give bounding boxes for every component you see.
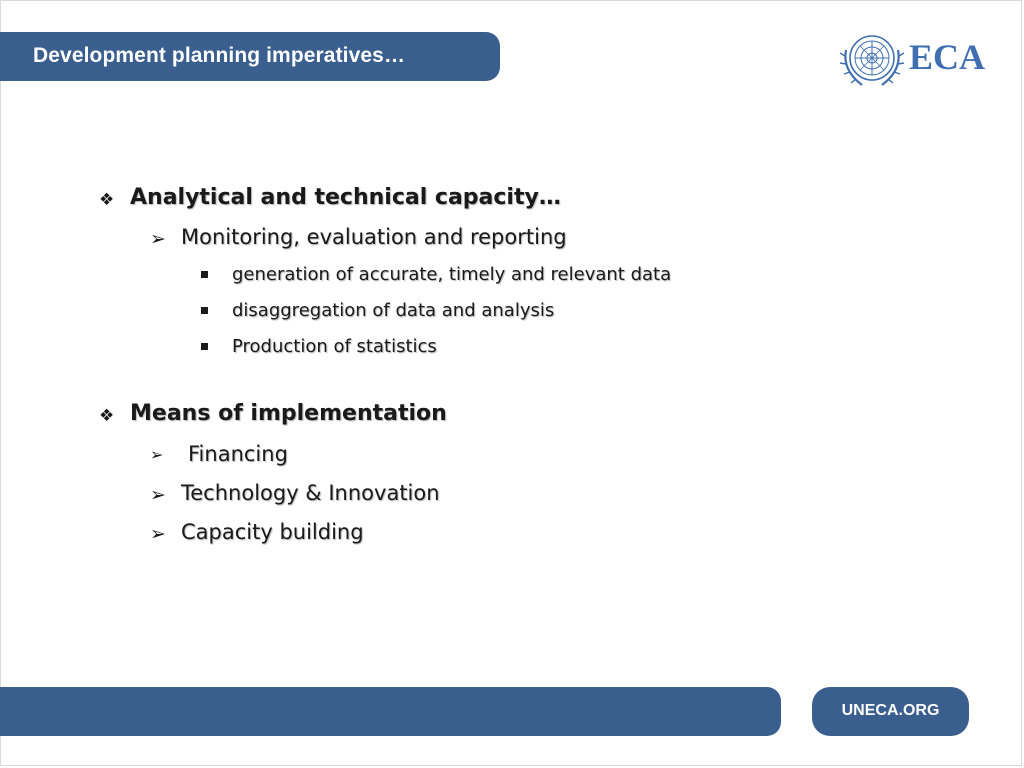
list-item: Monitoring, evaluation and reporting	[181, 225, 567, 249]
sub-list-item: Production of statistics	[232, 336, 437, 357]
logo-text: ECA	[909, 37, 986, 77]
sub-list-item: disaggregation of data and analysis	[232, 300, 555, 321]
square-bullet-icon	[201, 307, 208, 314]
section-heading: Analytical and technical capacity…	[130, 185, 561, 210]
arrow-bullet-icon: ➢	[150, 484, 166, 506]
footer-link[interactable]: UNECA.ORG	[841, 702, 940, 719]
list-item: Technology & Innovation	[181, 481, 440, 505]
list-item: Capacity building	[181, 520, 364, 544]
footer-band	[0, 687, 781, 736]
arrow-bullet-icon: ➢	[150, 523, 166, 545]
square-bullet-icon	[201, 343, 208, 350]
sub-list-item: generation of accurate, timely and relevant data	[232, 264, 672, 285]
list-item: Financing	[188, 442, 288, 466]
slide-title: Development planning imperatives…	[33, 44, 406, 67]
diamond-bullet-icon: ❖	[99, 190, 115, 210]
section-heading: Means of implementation	[130, 401, 447, 426]
diamond-bullet-icon: ❖	[99, 406, 115, 426]
arrow-bullet-icon: ➢	[150, 445, 164, 464]
arrow-bullet-icon: ➢	[150, 228, 166, 250]
square-bullet-icon	[201, 271, 208, 278]
